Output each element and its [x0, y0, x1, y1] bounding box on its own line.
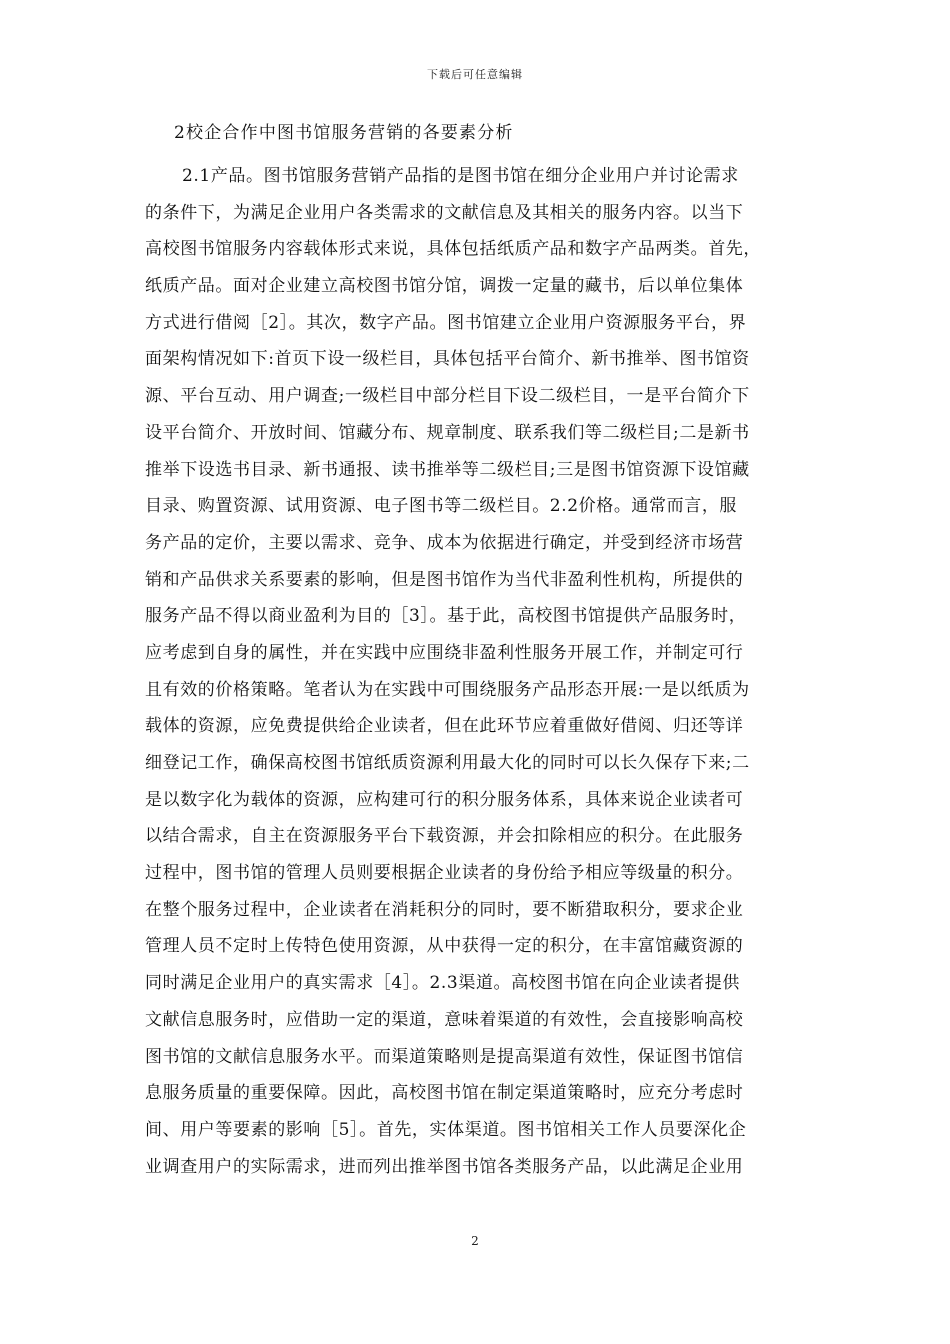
text-line: 图书馆的文献信息服务水平。而渠道策略则是提高渠道有效性，保证图书馆信	[145, 1046, 744, 1067]
text-line: 设平台简介、开放时间、馆藏分布、规章制度、联系我们等二级栏目;二是新书	[145, 422, 750, 443]
text-line: 源、平台互动、用户调查;一级栏目中部分栏目下设二级栏目，一是平台简介下	[145, 386, 750, 407]
text-line: 文献信息服务时，应借助一定的渠道，意味着渠道的有效性，会直接影响高校	[145, 1009, 744, 1030]
text-line: 同时满足企业用户的真实需求［4］。2.3渠道。高校图书馆在向企业读者提供	[145, 973, 740, 994]
text-line: 应考虑到自身的属性，并在实践中应围绕非盈利性服务开展工作，并制定可行	[145, 642, 744, 663]
section-title: 2校企合作中图书馆服务营销的各要素分析	[174, 123, 514, 143]
text-line: 方式进行借阅［2］。其次，数字产品。图书馆建立企业用户资源服务平台，界	[145, 312, 747, 333]
text-line: 且有效的价格策略。笔者认为在实践中可围绕服务产品形态开展:一是以纸质为	[145, 679, 750, 700]
text-line: 销和产品供求关系要素的影响，但是图书馆作为当代非盈利性机构，所提供的	[145, 569, 744, 590]
text-line: 过程中，图书馆的管理人员则要根据企业读者的身份给予相应等级量的积分。	[145, 863, 744, 884]
text-line: 面架构情况如下:首页下设一级栏目，具体包括平台简介、新书推举、图书馆资	[145, 349, 750, 370]
page-number: 2	[471, 1234, 479, 1248]
text-line: 务产品的定价，主要以需求、竞争、成本为依据进行确定，并受到经济市场营	[145, 532, 744, 553]
text-line: 高校图书馆服务内容载体形式来说，具体包括纸质产品和数字产品两类。首先，	[145, 239, 761, 260]
text-line: 服务产品不得以商业盈利为目的［3］。基于此，高校图书馆提供产品服务时，	[145, 606, 747, 627]
text-line: 2.1产品。图书馆服务营销产品指的是图书馆在细分企业用户并讨论需求	[182, 166, 739, 186]
text-line: 的条件下，为满足企业用户各类需求的文献信息及其相关的服务内容。以当下	[145, 202, 744, 223]
text-line: 是以数字化为载体的资源，应构建可行的积分服务体系，具体来说企业读者可	[145, 789, 744, 810]
text-line: 业调查用户的实际需求，进而列出推举图书馆各类服务产品，以此满足企业用	[145, 1156, 744, 1177]
text-line: 管理人员不定时上传特色使用资源，从中获得一定的积分，在丰富馆藏资源的	[145, 936, 744, 957]
text-line: 载体的资源，应免费提供给企业读者，但在此环节应着重做好借阅、归还等详	[145, 716, 744, 737]
text-line: 间、用户等要素的影响［5］。首先，实体渠道。图书馆相关工作人员要深化企	[145, 1119, 747, 1140]
text-line: 推举下设选书目录、新书通报、读书推举等二级栏目;三是图书馆资源下设馆藏	[145, 459, 750, 480]
text-line: 细登记工作，确保高校图书馆纸质资源利用最大化的同时可以长久保存下来;二	[145, 753, 750, 773]
text-line: 目录、购置资源、试用资源、电子图书等二级栏目。2.2价格。通常而言，服	[145, 496, 738, 517]
text-line: 以结合需求，自主在资源服务平台下载资源，并会扣除相应的积分。在此服务	[145, 826, 744, 847]
text-line: 息服务质量的重要保障。因此，高校图书馆在制定渠道策略时，应充分考虑时	[145, 1083, 744, 1104]
text-line: 纸质产品。面对企业建立高校图书馆分馆，调拨一定量的藏书，后以单位集体	[145, 276, 744, 297]
text-line: 在整个服务过程中，企业读者在消耗积分的同时，要不断猎取积分，要求企业	[145, 899, 744, 920]
body-text	[145, 162, 825, 1189]
page-header-note: 下载后可任意编辑	[427, 68, 523, 81]
